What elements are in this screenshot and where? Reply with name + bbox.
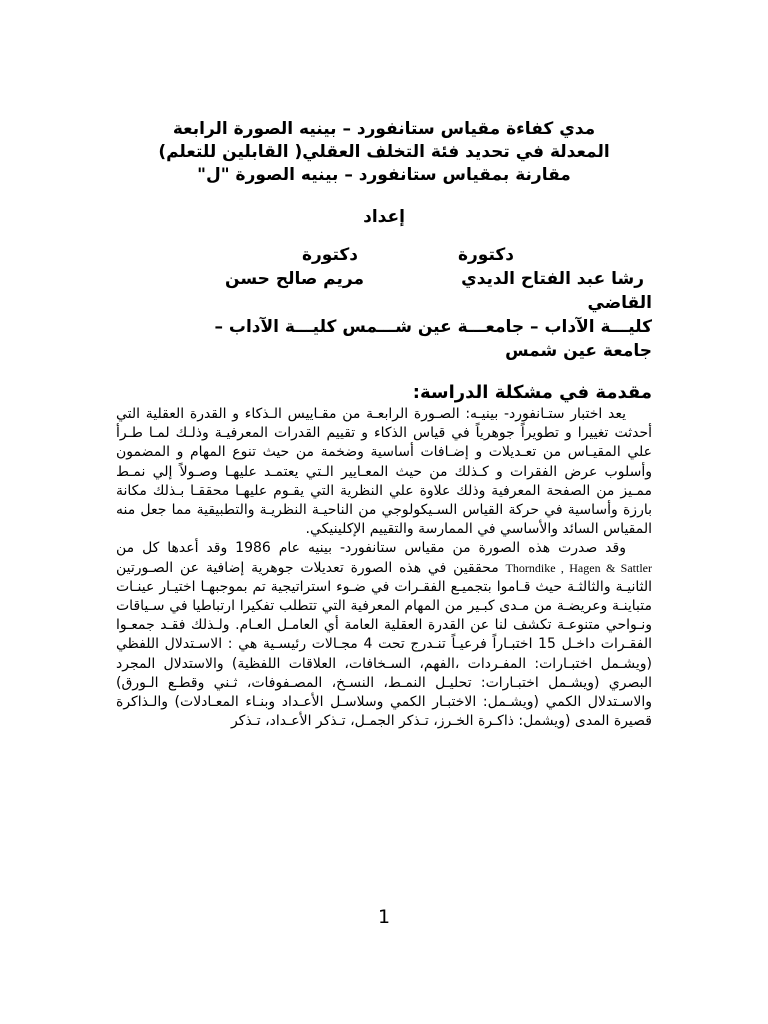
page-number: 1 [377, 906, 391, 928]
authors-block [116, 243, 652, 363]
author-2-name: مريم صالح حسن [225, 269, 364, 289]
title-line-3: مقارنة بمقياس ستانفورد – بينيه الصورة "ل" [197, 165, 571, 185]
paragraph-2-start: وقد صدرت هذه الصورة من مقياس ستانفورد- بينيه عام 1986 وقد أعدها كل من [116, 540, 626, 557]
title-line-1: مدي كفاءة مقياس ستانفورد – بينيه الصورة الرابعة [172, 119, 596, 139]
title-line-2: المعدلة في تحديد فئة التخلف العقلي( القابلين للتعلم) [158, 142, 610, 162]
affiliation-line-1: كليـــة الآداب – جامعـــة عين شـــمس كليـــة الآداب – [214, 317, 652, 337]
document-page [116, 118, 652, 731]
paragraph-2-authors-latin: Thorndike , Hagen & Sattler [505, 560, 652, 575]
author-1-name: رشا عبد الفتاح الديدي [461, 269, 644, 289]
document-title [116, 118, 652, 187]
body-paragraph-1: يعد اختبار ستـانفورد- بينيـه: الصـورة الرابعـة من مقـاييس الـذكاء و القدرة العقلية التي أحدثت تغييرا و تطويراً جوهرياً في قياس الذكاء و تقييم القدرات المعرفيـة وذلـك لمـا طـرأ علي المقيـاس من تعـديلات و إضـافات أساسية وضخمة من حيث تنوع المهام و المضمون وأسلوب عرض الفقرات و كـذلك من حيث المعـايير الـتي يعتمـد عليهـا وصـولاً إلي نمـط ممـيز من الصفحة المعرفية وذلك علاوة علي النظرية التي يقـوم عليهـا محققـا بـذلك مكانة بارزة وأساسية في حركة القياس السـيكولوجي من الناحيـة النظريـة والتطبيقية مما جعل منه المقياس السائد والأساسي في الممارسة والتقييم الإكلينيكي. [116, 406, 652, 538]
affiliation-line-2: جامعة عين شمس [505, 341, 652, 361]
section-heading: مقدمة في مشكلة الدراسة: [412, 382, 652, 403]
prepared-by-label: إعداد [363, 207, 405, 227]
author-2-title: دكتورة [301, 245, 358, 265]
author-1-title: دكتورة [457, 245, 514, 265]
authors-titles-row [116, 243, 652, 267]
paragraph-2-rest: محققين في هذه الصورة تعديلات جوهرية إضافية عن الصـورتين الثانيـة والثالثـة حيث قـاموا بتجميـع الفقـرات في ضـوء استراتيجية تم بموجبهـا اختيـار عينـات متباينـة وعريضـة من مـدى كبـير من المهام المعرفية التي تتطلب تفكيرا ارتباطيا في سـياقات ونـواحي متنوعـة تكشف لنا عن القدرة العقلية العامة أي العامـل العـام. ولـذلك فقـد جمعـوا الفقـرات داخـل 15 اختبـاراً فرعيـاً تنـدرج تحت 4 مجـالات رئيسـية هي : الاسـتدلال اللفظي (ويشـمل اختبـارات: المفـردات ،الفهم، السـخافات، العلاقات اللفظية) والاستدلال المجرد البصري (ويشـمل اختبـارات: تحليـل النمـط، النسـخ، المصـفوفات، ثـني وقطـع الـورق) والاسـتدلال الكمي (ويشـمل: الاختبـار الكمي وسلاسـل الأعـداد وبنـاء المعـادلات) والـذاكرة قصيرة المدى (ويشمل: ذاكـرة الخـرز، تـذكر الجمـل، تـذكر الأعـداد، تـذكر [116, 559, 652, 730]
authors-names-row [116, 267, 652, 291]
body-paragraph-2 [116, 539, 652, 731]
author-2-name-continued: القاضي [587, 293, 652, 313]
